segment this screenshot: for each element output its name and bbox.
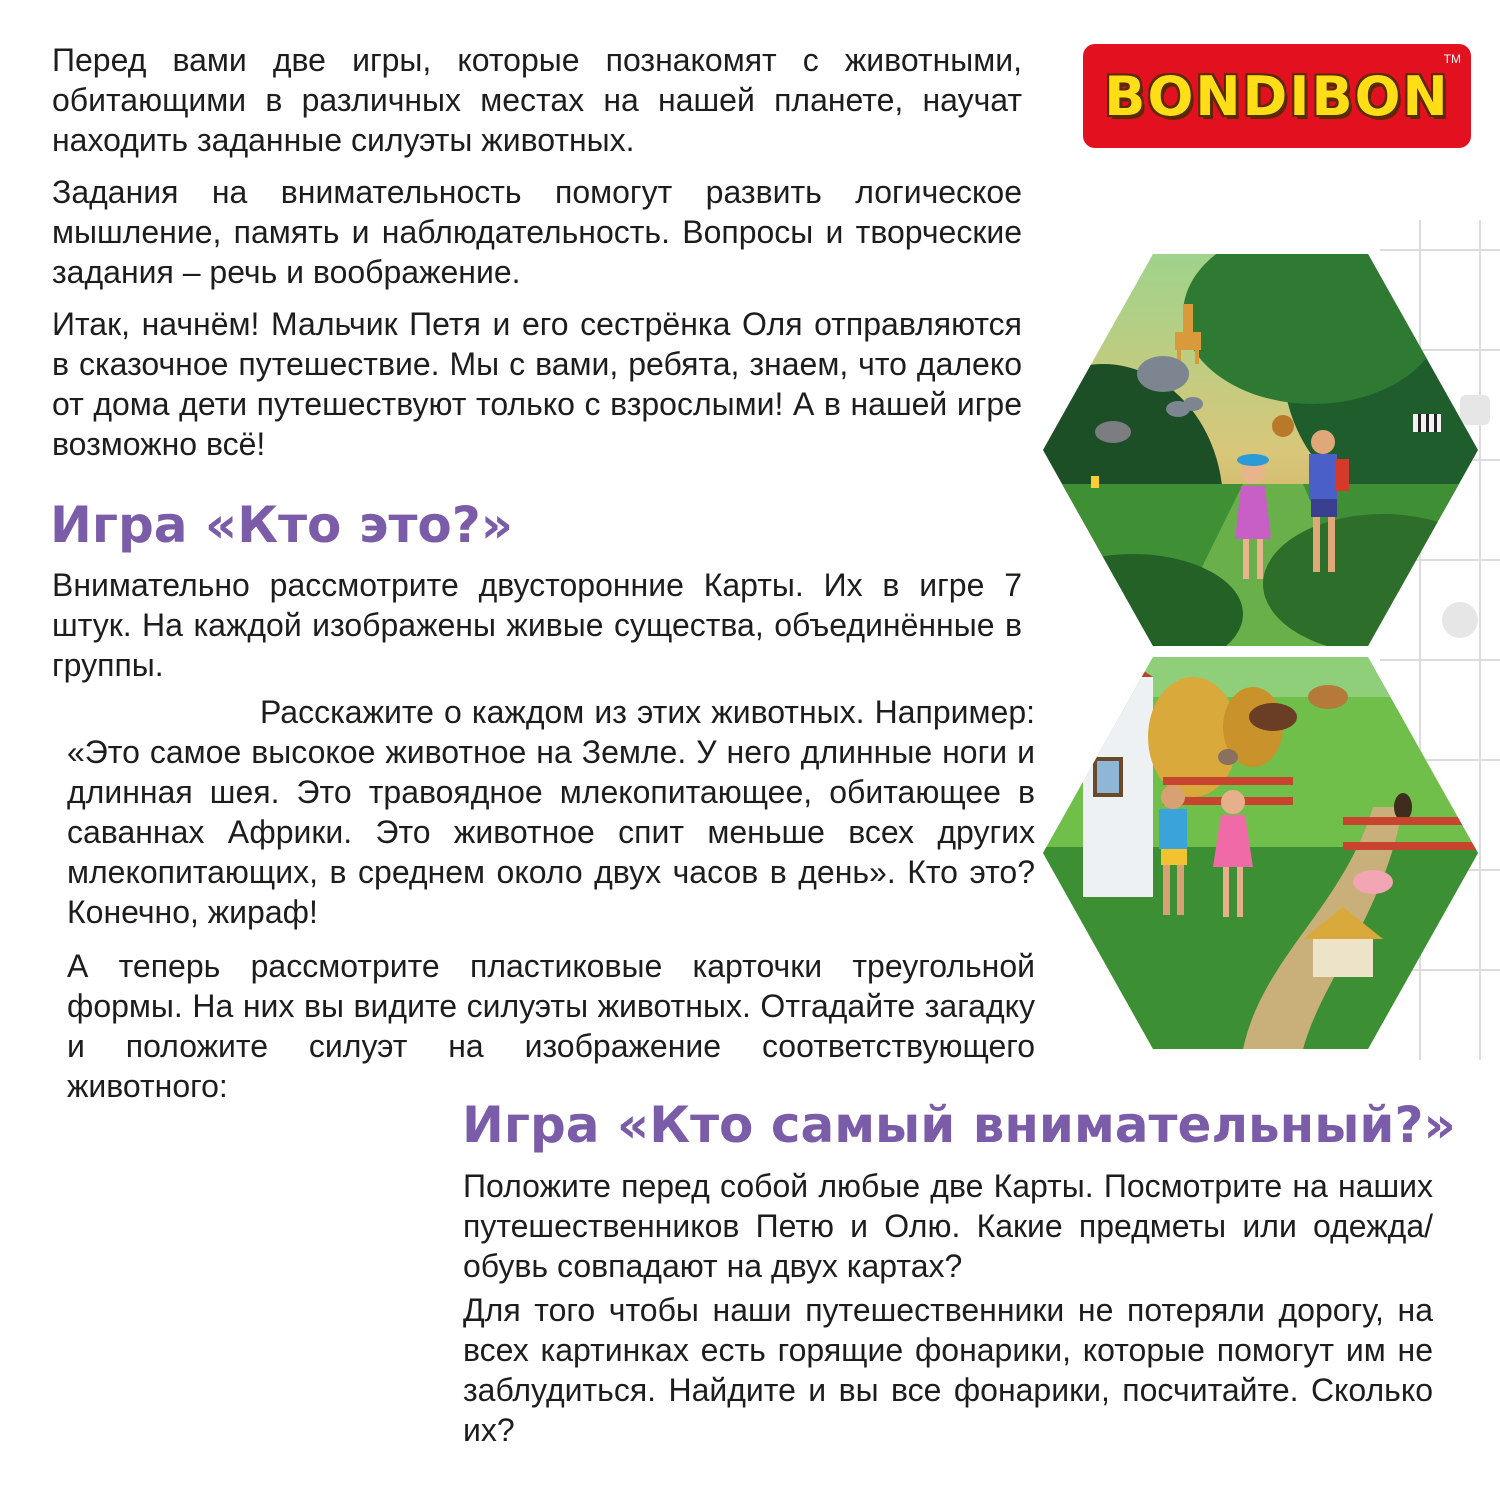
bondibon-logo — [1083, 44, 1471, 148]
intro-paragraph-2: Задания на внимательность помогут развить логическое мышление, память и наблюдательность. Вопросы и творческие задания – речь и воображение. — [52, 174, 1022, 290]
cat-icon — [1394, 793, 1412, 821]
house-icon — [1083, 657, 1153, 897]
game1-paragraph-2: Расскажите о каждом из этих животных. Например: «Это самое высокое животное на Земле. У него длинные ноги и длинная шея. Это травоядное млекопитающее, обитающее в саваннах Африки. Это животное спит меньше всех других млекопитающих, в среднем около двух часов в день». Кто это? Конечно, жираф! — [67, 694, 1035, 930]
lantern-icon — [1091, 476, 1099, 488]
game1-title: Игра «Кто это?» — [50, 496, 514, 554]
farm-card-illustration — [1043, 657, 1478, 1049]
game2-paragraph-1: Положите перед собой любые две Карты. Посмотрите на наших путешественников Петю и Олю. Какие предметы или одежда/обувь совпадают на двух картах? — [463, 1168, 1433, 1284]
zebra-icon — [1413, 414, 1441, 432]
lion-icon — [1272, 415, 1294, 437]
cow-icon — [1249, 703, 1297, 731]
game1-paragraph-3: А теперь рассмотрите пластиковые карточки треугольной формы. На них вы видите силуэты животных. Отгадайте загадку и положите силуэт на изображение соответствующего животного: — [67, 948, 1035, 1104]
game2-paragraph-2: Для того чтобы наши путешественники не потеряли дорогу, на всех картинках есть горящие фонарики, которые помогут им не заблудиться. Найдите и вы все фонарики, посчитайте. Сколько их? — [463, 1292, 1433, 1448]
logo-text: BONDIBON — [1104, 64, 1450, 128]
game1-paragraph-1: Внимательно рассмотрите двусторонние Карты. Их в игре 7 штук. На каждой изображены живые существа, объединённые в группы. — [52, 567, 1022, 683]
intro-paragraph-3: Итак, начнём! Мальчик Петя и его сестрёнка Оля отправляются в сказочное путешествие. Мы с вами, ребята, знаем, что далеко от дома дети путешествуют только с взрослыми! А в нашей игре возможно всё! — [52, 306, 1022, 462]
horse-icon — [1308, 685, 1348, 709]
intro-paragraph-1: Перед вами две игры, которые познакомят с животными, обитающими в различных местах на нашей планете, научат находить заданные силуэты животных. — [52, 42, 1022, 158]
jungle-card-illustration — [1043, 254, 1478, 646]
rhino-icon — [1095, 421, 1131, 443]
goat-icon — [1218, 749, 1238, 765]
trademark-mark: TM — [1443, 52, 1461, 66]
game2-title: Игра «Кто самый внимательный?» — [462, 1096, 1456, 1154]
pig-icon — [1353, 870, 1393, 894]
